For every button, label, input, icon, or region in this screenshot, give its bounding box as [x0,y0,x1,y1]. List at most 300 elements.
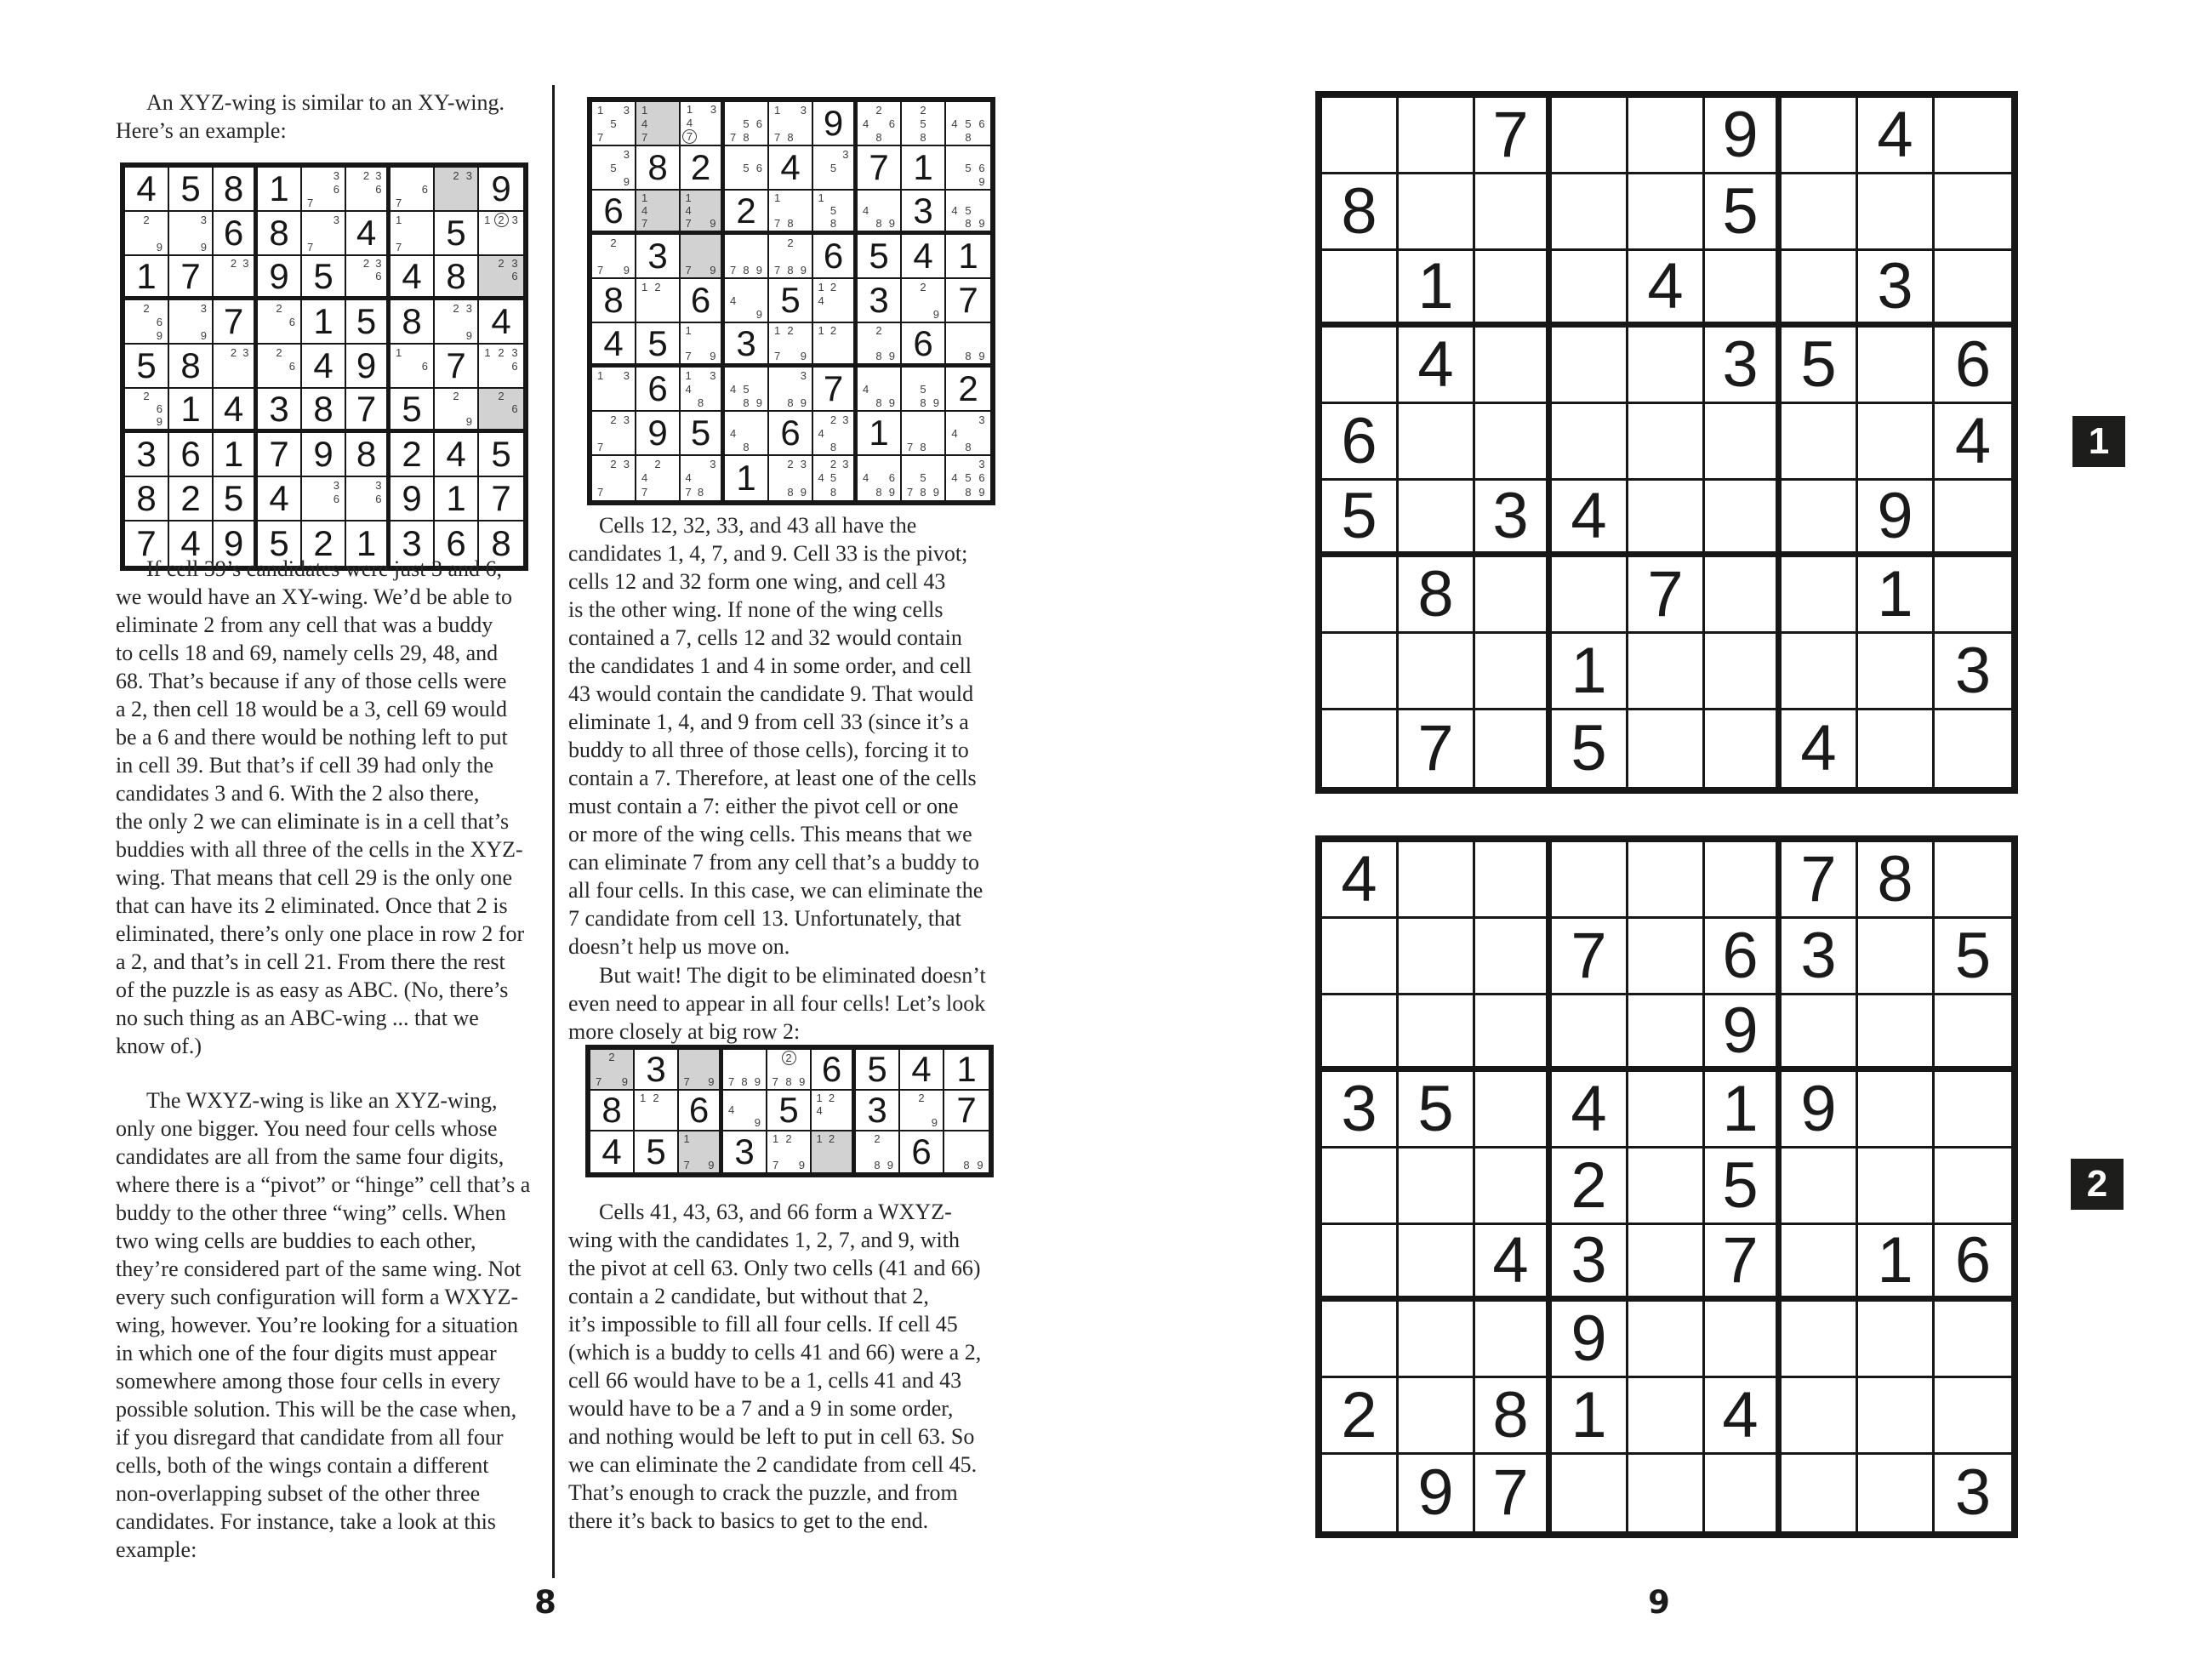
grid-cell [346,345,391,389]
given-digit: 8 [136,478,157,518]
candidate-marks: 1 3 5 7 [597,103,630,144]
grid-cell [1935,328,2011,404]
given-digit: 7 [223,301,244,341]
candidate-marks: 2 9 [453,390,472,428]
grid-cell [1858,404,1935,481]
given-digit: 4 [913,236,933,276]
grid-cell [679,1050,723,1091]
grid-cell [590,1091,635,1131]
grid-cell [946,368,990,412]
given-digit: 4 [1647,249,1684,322]
grid-cell [258,168,302,212]
grid-cell [1858,98,1935,174]
candidate-marks: 2 3 4 8 [818,413,849,453]
grid-cell [1935,1378,2011,1455]
given-digit: 7 [1492,98,1529,171]
given-digit: 6 [690,280,711,320]
given-digit: 1 [1417,249,1454,322]
given-digit: 8 [1417,557,1454,630]
candidate-marks: 1 5 8 [818,191,837,230]
candidate-marks: 7 8 [907,440,926,453]
page-number-9: 9 [1648,1584,1670,1621]
given-digit: 6 [180,434,201,474]
grid-cell [1935,481,2011,557]
grid-cell [1399,1225,1475,1302]
given-digit: 4 [1341,842,1377,915]
grid-cell [1935,174,2011,251]
candidate-marks: 8 9 [963,1158,983,1171]
text-line: wing, however. You’re looking for a situation [116,1313,519,1337]
grid-cell [1858,251,1935,328]
grid-cell [169,345,214,389]
grid-cell [944,1050,989,1091]
given-digit: 3 [913,190,933,231]
grid-cell [435,477,479,522]
text-line: Cells 12, 32, 33, and 43 all have the [599,513,917,538]
candidate-marks: 2 7 9 [597,236,630,276]
grid-cell [1628,1455,1705,1531]
candidate-marks: 4 5 6 8 [951,117,985,144]
grid-cell [813,102,858,146]
grid-cell [725,191,769,235]
grid-cell [1935,634,2011,710]
grid-cell [214,212,258,256]
grid-cell [1782,842,1858,919]
given-digit: 7 [356,388,377,429]
grid-cell [1475,995,1552,1072]
candidate-marks: 3 5 9 [610,147,630,188]
grid-cell [590,1131,635,1172]
grid-cell [900,1131,944,1172]
given-digit: 7 [446,345,466,385]
given-digit: 6 [446,523,466,563]
candidate-marks: 2 8 9 [875,324,895,362]
candidate-marks: 1 7 9 [685,324,716,362]
grid-cell [592,368,636,412]
given-digit: 8 [491,523,511,563]
text-line: we can eliminate the 2 candidate from cell 45. [568,1452,978,1477]
grid-cell [479,300,523,345]
given-digit: 9 [402,478,422,518]
grid-cell [1858,842,1935,919]
text-line: we would have an XY-wing. We’d be able to [116,584,513,609]
text-line: Here’s an example: [116,118,287,143]
grid-cell [592,323,636,368]
given-digit: 7 [1722,1223,1759,1297]
given-digit: 4 [1571,1072,1607,1145]
grid-cell [725,323,769,368]
given-digit: 1 [313,301,334,341]
given-digit: 3 [867,1090,887,1130]
grid-cell [1322,710,1399,787]
grid-cell [1399,328,1475,404]
grid-cell [169,389,214,433]
grid-cell [1935,1225,2011,1302]
candidate-marks: 1 6 [396,345,428,373]
grid-cell [1399,1378,1475,1455]
grid-cell [1858,1072,1935,1148]
grid-cell [1935,710,2011,787]
grid-cell [1475,481,1552,557]
grid-cell [1782,1225,1858,1302]
given-digit: 4 [1722,1378,1759,1451]
candidate-marks: 2 8 9 [874,1132,893,1171]
text-line: possible solution. This will be the case when, [116,1397,517,1422]
puzzle-2-label: 2 [2071,1159,2124,1210]
candidate-marks: 1 4 7 [641,191,648,230]
given-digit: 8 [269,213,289,253]
candidate-marks: 4 5 8 9 [951,204,985,230]
grid-cell [258,212,302,256]
given-digit: 4 [1492,1223,1529,1297]
grid-cell [725,235,769,279]
grid-cell [1858,634,1935,710]
grid-cell [1628,328,1705,404]
grid-cell [592,412,636,456]
given-digit: 4 [1800,712,1837,784]
grid-cell [1705,1148,1782,1225]
grid-cell [302,433,346,477]
grid-cell [1552,634,1628,710]
grid-cell [679,1131,723,1172]
grid-cell [725,456,769,500]
wxyz-wing-example-grid [587,97,995,505]
grid-cell [769,102,813,146]
grid-cell [636,102,681,146]
candidate-marks: 4 8 9 [863,382,895,409]
candidate-marks: 8 9 [965,350,985,362]
given-digit: 7 [1800,842,1837,915]
text-line: wing. That means that cell 29 is the only one [116,865,512,890]
grid-cell [635,1131,679,1172]
given-digit: 4 [313,345,334,385]
grid-cell [812,1050,856,1091]
grid-cell [681,146,725,191]
grid-cell [125,212,169,256]
given-digit: 4 [446,434,466,474]
text-line: (which is a buddy to cells 41 and 66) were a 2, [568,1340,982,1365]
given-digit: 9 [823,103,844,143]
candidate-marks: 2 3 4 5 8 [818,457,849,499]
grid-cell [346,300,391,345]
grid-cell [435,168,479,212]
given-digit: 9 [1722,98,1759,171]
grid-cell [1858,1378,1935,1455]
given-digit: 2 [958,368,978,408]
grid-cell [592,279,636,323]
column-divider-rule [552,85,555,1578]
text-line: where there is a “pivot” or “hinge” cell that’s a [116,1172,531,1197]
grid-cell [258,345,302,389]
grid-cell [1705,1455,1782,1531]
grid-cell [1628,251,1705,328]
candidate-marks: 2 3 [453,168,472,182]
given-digit: 9 [1571,1302,1607,1375]
grid-cell [1552,174,1628,251]
grid-cell [1628,557,1705,634]
grid-cell [1782,404,1858,481]
candidate-marks: 2 3 6 [498,257,518,282]
grid-cell [767,1091,812,1131]
candidate-marks: 2 3 6 [362,257,382,282]
given-digit: 7 [1492,1456,1529,1529]
given-digit: 5 [313,255,334,296]
candidate-marks: 3 7 [307,213,339,254]
grid-cell [1552,1302,1628,1378]
candidate-marks: 1 4 7 [641,103,648,144]
grid-cell [1552,251,1628,328]
grid-cell [1935,919,2011,995]
grid-cell [813,456,858,500]
given-digit: 6 [1341,404,1377,477]
given-digit: 2 [690,147,711,187]
grid-cell [1322,251,1399,328]
grid-cell [1628,842,1705,919]
candidate-marks: 2 6 [276,345,295,373]
text-line: more closely at big row 2: [568,1019,801,1044]
grid-cell [1475,710,1552,787]
grid-cell [1399,251,1475,328]
given-digit: 5 [690,413,711,453]
grid-cell [302,389,346,433]
grid-cell [813,323,858,368]
grid-cell [902,146,946,191]
grid-cell [1552,1455,1628,1531]
text-line: Cells 41, 43, 63, and 66 form a WXYZ- [599,1200,952,1224]
candidate-marks: 7 8 9 [730,263,762,276]
grid-cell [1399,404,1475,481]
grid-cell [1552,1225,1628,1302]
grid-cell [1935,1455,2011,1531]
grid-cell [1475,328,1552,404]
grid-cell [769,235,813,279]
grid-cell [769,279,813,323]
text-line: the candidates 1 and 4 in some order, and cell [568,653,972,678]
given-digit: 4 [136,168,157,208]
grid-cell [1628,481,1705,557]
but-wait-paragraph [568,961,986,1046]
given-digit: 8 [1877,842,1913,915]
grid-cell [1399,1455,1475,1531]
grid-cell [902,191,946,235]
given-digit: 5 [356,301,377,341]
big-row-2-excerpt-grid [585,1045,994,1177]
grid-cell [1858,919,1935,995]
candidate-marks: 7 8 9 [728,1075,761,1088]
grid-cell [1935,98,2011,174]
given-digit: 4 [269,478,289,518]
grid-cell [258,477,302,522]
given-digit: 5 [646,1131,666,1171]
grid-cell [813,412,858,456]
grid-cell [856,1050,900,1091]
grid-cell [592,235,636,279]
candidate-marks: 3 9 [200,301,207,342]
given-digit: 5 [1722,1148,1759,1222]
grid-cell [1322,1148,1399,1225]
given-digit: 5 [647,322,668,363]
given-digit: 4 [911,1049,932,1089]
given-digit: 2 [313,523,334,563]
candidate-marks: 1 3 4 7 [682,103,719,144]
candidate-marks: 4 5 8 9 [730,382,762,409]
grid-cell [1782,710,1858,787]
grid-cell [1858,481,1935,557]
candidate-marks: 3 5 [830,147,849,174]
conclusion-paragraph [568,1198,981,1535]
candidate-marks: 1 2 [818,324,837,337]
grid-cell [435,256,479,300]
grid-cell [769,456,813,500]
grid-cell [813,279,858,323]
candidate-marks: 2 9 [918,1091,938,1129]
grid-cell [391,168,435,212]
grid-cell [1705,481,1782,557]
grid-cell [1935,251,2011,328]
given-digit: 4 [356,213,377,253]
grid-cell [1475,1225,1552,1302]
grid-cell [1628,1148,1705,1225]
grid-cell [1399,995,1475,1072]
grid-cell [1552,328,1628,404]
candidate-marks: 2 4 6 8 [863,103,895,144]
given-digit: 6 [1954,1223,1992,1297]
text-line: wing with the candidates 1, 2, 7, and 9, with [568,1228,960,1252]
grid-cell [1399,842,1475,919]
grid-cell [1858,174,1935,251]
grid-cell [1399,1072,1475,1148]
grid-cell [1399,710,1475,787]
grid-cell [902,102,946,146]
given-digit: 2 [736,190,756,231]
given-digit: 5 [1800,328,1837,401]
grid-cell [258,300,302,345]
grid-cell [1935,995,2011,1072]
grid-cell [1782,634,1858,710]
grid-cell [636,323,681,368]
grid-cell [1705,174,1782,251]
given-digit: 2 [1341,1378,1377,1451]
grid-cell [723,1131,767,1172]
given-digit: 7 [1647,557,1684,630]
given-digit: 1 [269,168,289,208]
given-digit: 9 [1722,994,1759,1067]
grid-cell [125,256,169,300]
grid-cell [302,345,346,389]
grid-cell [769,368,813,412]
grid-cell [1322,328,1399,404]
candidate-marks: 4 9 [728,1103,761,1129]
candidate-marks: 5 6 [743,161,762,174]
grid-cell [858,191,902,235]
grid-cell [944,1091,989,1131]
puzzle-1-grid [1315,91,2018,794]
grid-cell [169,433,214,477]
text-line: all four cells. In this case, we can eliminate the [568,878,983,903]
grid-cell [1399,634,1475,710]
candidate-marks: 2 7 8 9 [774,236,807,276]
grid-cell [214,256,258,300]
grid-cell [813,191,858,235]
given-digit: 8 [223,168,244,208]
given-digit: 4 [780,147,801,187]
grid-cell [479,389,523,433]
grid-cell [1399,1302,1475,1378]
given-digit: 4 [1571,479,1607,552]
given-digit: 3 [1954,1456,1992,1529]
grid-cell [479,256,523,300]
given-digit: 3 [646,1049,666,1089]
candidate-marks: 2 3 6 [362,168,382,196]
grid-cell [1552,404,1628,481]
grid-cell [1782,98,1858,174]
grid-cell [302,212,346,256]
grid-cell [1552,995,1628,1072]
given-digit: 9 [1800,1072,1837,1145]
xy-wing-paragraph [116,555,524,1060]
given-digit: 1 [180,388,201,429]
given-digit: 4 [223,388,244,429]
grid-cell [1705,1225,1782,1302]
given-digit: 1 [1877,1223,1913,1297]
given-digit: 7 [958,280,978,320]
candidate-marks: 2 9 [920,280,939,321]
text-line: a 2, and that’s in cell 21. From there the rest [116,949,505,974]
grid-cell [856,1091,900,1131]
given-digit: 7 [823,368,844,408]
grid-cell [1782,174,1858,251]
given-digit: 6 [821,1049,842,1089]
grid-cell [1322,1225,1399,1302]
grid-cell [214,389,258,433]
grid-cell [1782,1378,1858,1455]
text-line: even need to appear in all four cells! Let’s look [568,991,986,1016]
grid-cell [391,389,435,433]
grid-cell [391,256,435,300]
given-digit: 4 [601,1131,622,1171]
grid-cell [1322,1455,1399,1531]
given-digit: 9 [356,345,377,385]
text-line: non-overlapping subset of the other three [116,1481,481,1506]
grid-cell [125,389,169,433]
text-line: contain a 2 candidate, but without that 2, [568,1284,929,1308]
text-line: be a 6 and there would be nothing left to put [116,725,508,750]
given-digit: 1 [958,236,978,276]
grid-cell [592,456,636,500]
grid-cell [1935,404,2011,481]
given-digit: 8 [180,345,201,385]
given-digit: 3 [736,322,756,363]
grid-cell [858,368,902,412]
given-digit: 5 [867,1049,887,1089]
text-line: example: [116,1537,197,1562]
given-digit: 3 [402,523,422,563]
text-line: cells, both of the wings contain a different [116,1453,489,1478]
given-digit: 6 [823,236,844,276]
given-digit: 1 [869,413,889,453]
text-line: candidates are all from the same four digits, [116,1144,505,1169]
grid-cell [346,433,391,477]
grid-cell [479,345,523,389]
given-digit: 7 [1571,919,1607,992]
grid-cell [725,146,769,191]
candidate-marks: 1 7 [396,213,402,254]
given-digit: 5 [1417,1072,1454,1145]
grid-cell [636,412,681,456]
grid-cell [1475,1072,1552,1148]
text-line: cells 12 and 32 form one wing, and cell 43 [568,569,946,594]
grid-cell [1322,919,1399,995]
